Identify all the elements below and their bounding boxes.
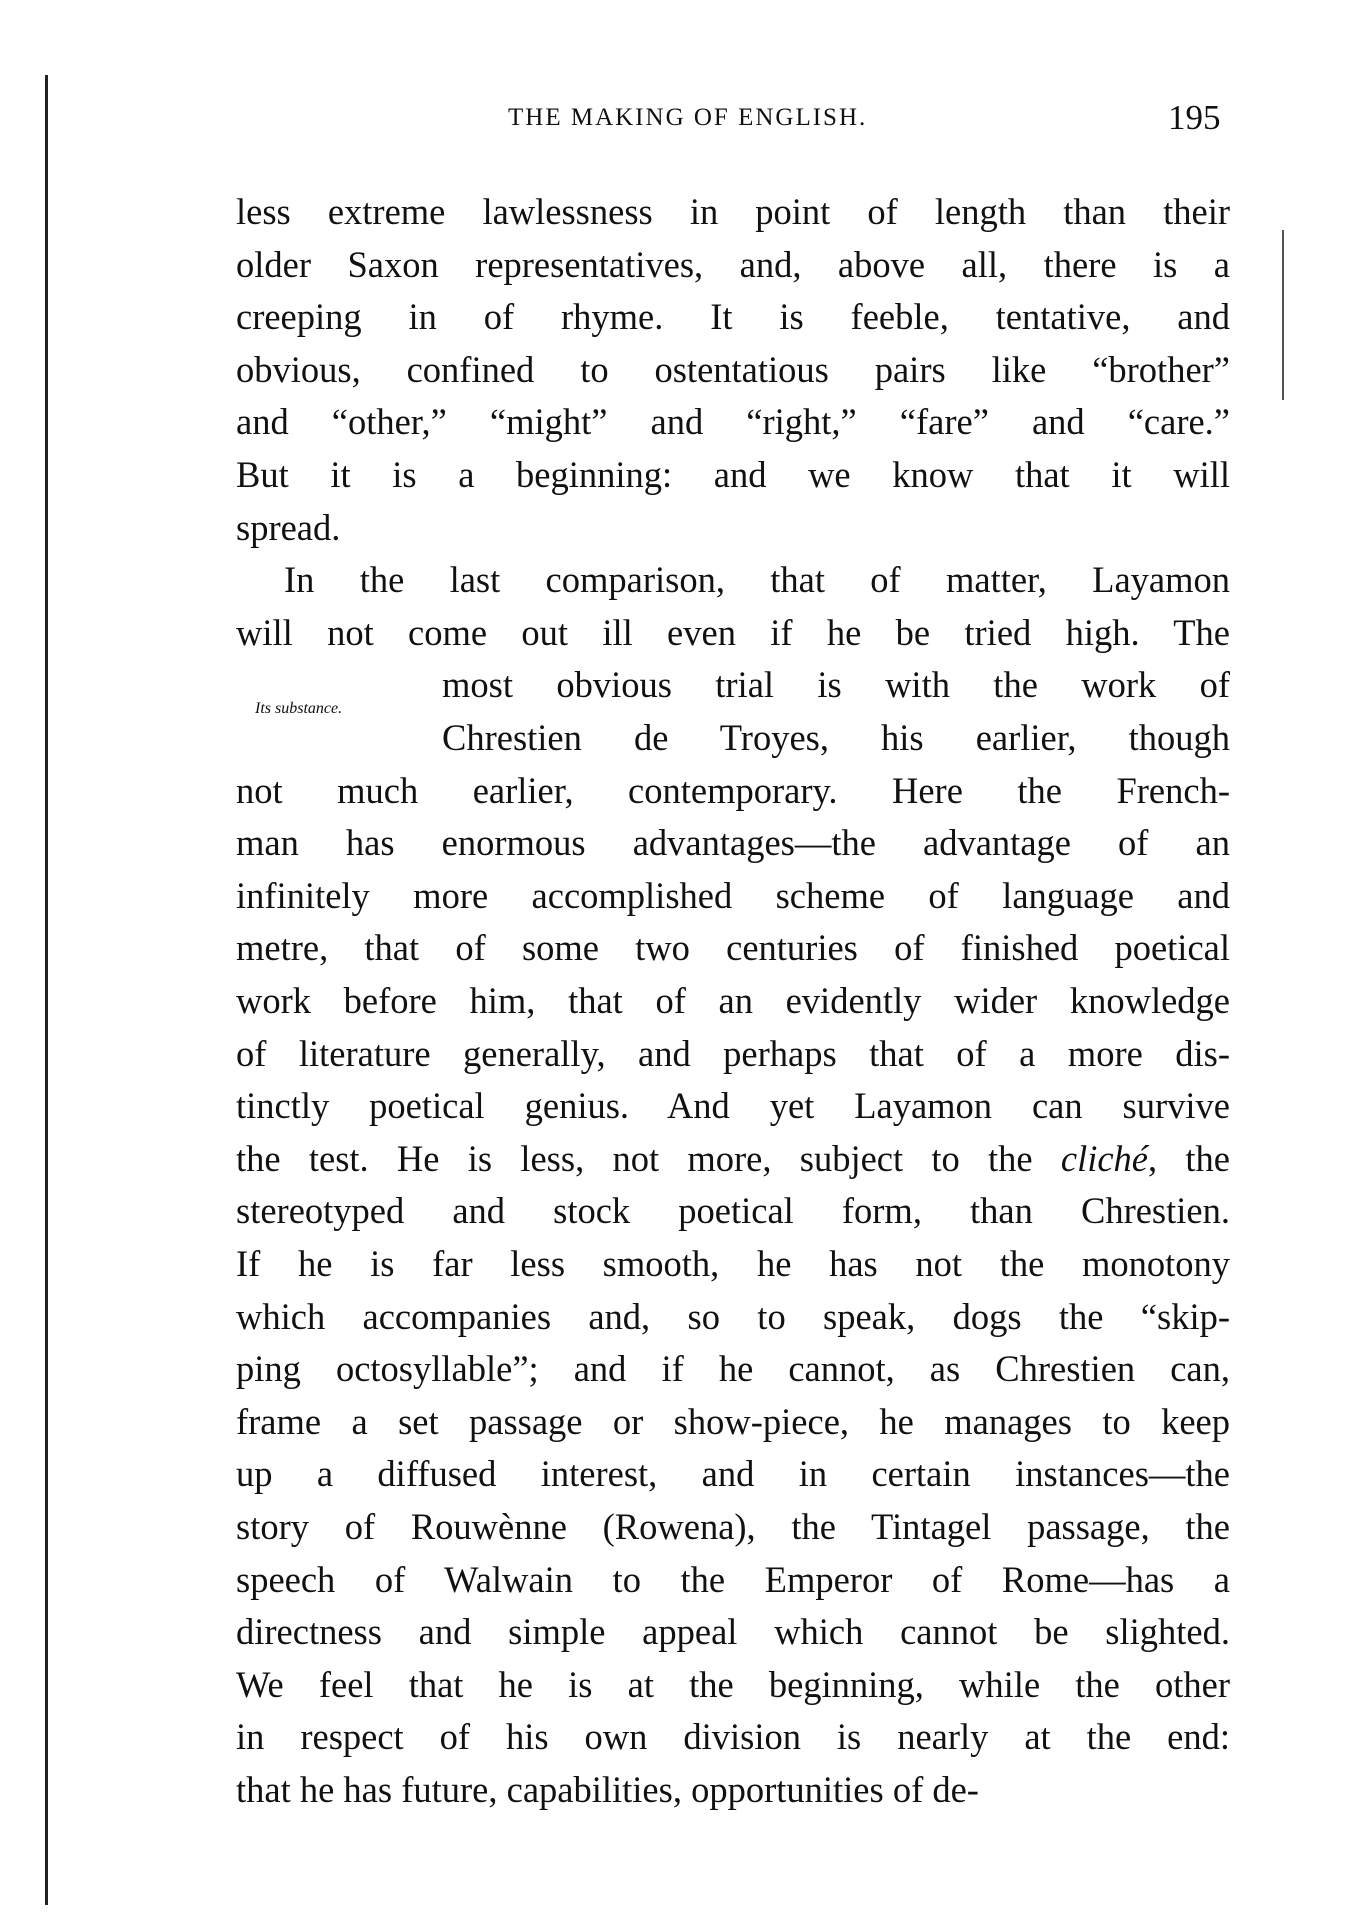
text-line: work before him, that of an evidently wider knowledge: [236, 980, 1230, 1021]
running-title: THE MAKING OF ENGLISH.: [508, 104, 868, 131]
text-span: the test. He is less, not more, subject to the: [236, 1137, 1061, 1179]
italic-word: cliché: [1060, 1137, 1149, 1179]
text-line: story of Rouwènne (Rowena), the Tintagel passage, the: [236, 1506, 1230, 1547]
text-line: that he has future, capabilities, opportunities of de-: [236, 1769, 979, 1810]
page-edge-rule: [45, 75, 48, 1905]
text-line: obvious, confined to ostentatious pairs like “brother”: [236, 348, 1230, 390]
text-line: spread.: [236, 506, 341, 548]
text-line: in respect of his own division is nearly at the end:: [236, 1716, 1230, 1758]
text-line: of literature generally, and perhaps that of a more dis-: [236, 1032, 1230, 1074]
text-line: Chrestien de Troyes, his earlier, though: [442, 717, 1230, 758]
text-line: We feel that he is at the beginning, while the other: [236, 1663, 1230, 1705]
text-line: older Saxon representatives, and, above all, there is a: [236, 243, 1230, 285]
text-line: speech of Walwain to the Emperor of Rome—has a: [236, 1558, 1230, 1600]
text-line: If he is far less smooth, he has not the monotony: [236, 1243, 1230, 1284]
text-line: frame a set passage or show-piece, he manages to keep: [236, 1400, 1230, 1442]
page-number: 195: [1168, 98, 1221, 137]
text-line: creeping in of rhyme. It is feeble, tentative, and: [236, 296, 1230, 338]
text-line: tinctly poetical genius. And yet Layamon can survive: [236, 1085, 1230, 1127]
text-line: infinitely more accomplished scheme of language and: [236, 874, 1230, 916]
text-line: less extreme lawlessness in point of length than their: [236, 191, 1230, 232]
marginal-note: Its substance.: [255, 700, 343, 717]
text-span: , the: [1148, 1137, 1230, 1179]
text-line: man has enormous advantages—the advantage of an: [236, 822, 1230, 864]
text-line: up a diffused interest, and in certain instances—the: [236, 1453, 1230, 1495]
text-line: ping octosyllable”; and if he cannot, as Chrestien can,: [236, 1348, 1230, 1390]
text-line: directness and simple appeal which cannot be slighted.: [236, 1611, 1230, 1653]
text-line: [236, 1136, 1230, 1182]
text-line: which accompanies and, so to speak, dogs the “skip-: [236, 1295, 1230, 1337]
text-line: not much earlier, contemporary. Here the French-: [236, 769, 1230, 811]
text-line: But it is a beginning: and we know that it will: [236, 454, 1230, 495]
text-line: metre, that of some two centuries of finished poetical: [236, 927, 1230, 969]
text-line: will not come out ill even if he be tried high. The: [236, 611, 1230, 653]
text-line: and “other,” “might” and “right,” “fare” and “care.”: [236, 401, 1230, 443]
text-line: stereotyped and stock poetical form, than Chrestien.: [236, 1190, 1230, 1232]
text-line: most obvious trial is with the work of: [442, 664, 1230, 706]
margin-mark: [1282, 230, 1284, 400]
text-line: In the last comparison, that of matter, Layamon: [284, 559, 1230, 601]
